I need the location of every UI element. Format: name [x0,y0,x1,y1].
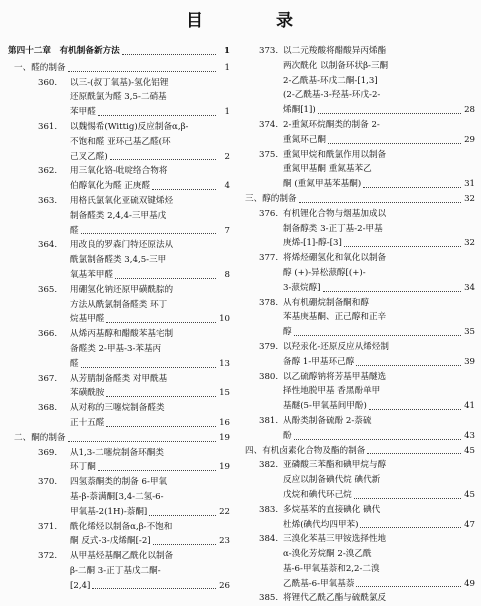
toc-line [8,90,230,105]
toc-page-number: 39 [464,356,475,367]
toc-item-number: 366. [38,329,58,340]
page-title [0,6,481,31]
toc-line-text: 备醛类 2-甲基-3-苯基丙 [70,343,162,354]
toc-line-text: 用格氏氯氧化亚硫双键烯烃 [70,195,174,206]
toc-item [245,414,475,444]
toc-page-number: 49 [464,578,475,589]
toc-item-number: 378. [259,297,279,308]
toc-line [245,74,475,89]
toc-line-text: 方法从酰氯制备醛类 环丁 [70,299,168,310]
leader-dots [344,246,461,247]
toc-item-number: 379. [259,341,279,352]
toc-line-text: 烷基甲醛 [70,314,105,325]
toc-item [245,207,475,251]
leader-dots [323,291,461,292]
toc-item [8,549,230,593]
toc-item [8,401,230,431]
toc-line-text: 从烯丙基醇和醋酸苯基宅制 [70,329,174,340]
toc-line-text: 三、醇的制备 [245,193,297,204]
toc-line [8,224,230,239]
toc-line [8,268,230,283]
leader-dots [356,365,461,366]
toc-line-text: 2-重氮环烷酮类的制备 2- [283,119,380,130]
toc-line [8,549,230,564]
leader-dots [98,470,216,471]
toc-line [8,357,230,372]
toc-line [8,446,230,461]
toc-page-number: 26 [219,580,230,591]
toc-line-text: 备醇 1-甲基环己醇 [283,356,355,367]
leader-dots [360,527,461,528]
toc-page-number: 32 [464,238,475,249]
toc-item [245,503,475,533]
toc-left-column [8,44,230,593]
toc-line-text: 用改良的罗森门特还原法从 [70,240,174,251]
leader-dots [110,159,216,160]
leader-dots [106,322,216,323]
toc-line-text: 以乙硫醇钠将芳基甲基醚选 [283,371,387,382]
toc-page-number: 41 [464,401,475,412]
toc-item-number: 370. [38,477,58,488]
toc-item [245,340,475,370]
toc-line [245,207,475,222]
toc-line-text: 反应以制备碘代烷 碘代新 [283,475,381,486]
toc-line [245,281,475,296]
toc-item [8,446,230,476]
toc-page-number: 1 [224,46,230,56]
toc-item-number: 369. [38,447,58,458]
toc-line-text: 还原酰氯为醛 3,5-二硝基 [70,92,167,103]
toc-line-text: 从甲基烃基酮乙酰化以制备 [70,551,174,562]
toc-line [245,236,475,251]
toc-line-text: 亚磷酸三苯酯和碘甲烷与醇 [283,460,387,471]
toc-line-text: 酚 [283,430,292,441]
toc-line-text: 从酚类制备硫酚 2-萘硫 [283,415,372,426]
toc-section [245,192,475,207]
toc-page-number: 22 [219,506,230,517]
toc-line [245,88,475,103]
leader-dots [152,189,216,190]
toc-line-text: 重氮环己酮 [283,134,326,145]
toc-line-text: 酮 反式-3-戊烯酮[-2] [70,536,151,547]
toc-item-number: 377. [259,253,279,264]
toc-page-number: 2 [224,151,230,162]
leader-dots [369,409,461,410]
leader-dots [294,439,461,440]
toc-item [8,475,230,519]
toc-item-number: 385. [259,593,279,604]
toc-line-text: 烯酮[1]) [283,105,316,116]
toc-line-text: β-二酮 3-正丁基戊二酮- [70,565,161,576]
toc-line [245,562,475,577]
title-char-right: 录 [276,11,293,31]
toc-line-text: 四氢萘酮类的制备 6-甲氧 [70,477,168,488]
toc-line-text: 以三-(叔丁氧基)-氢化铝锂 [70,77,169,88]
toc-item [245,296,475,340]
toc-line-text: 将锂代乙酰乙酯与硫酰氯反 [283,593,387,604]
toc-line-text: 氧基苯甲醛 [70,269,113,280]
toc-line [8,194,230,209]
toc-line [245,44,475,59]
toc-item-number: 372. [38,551,58,562]
leader-dots [106,396,216,397]
toc-page-number: 10 [219,314,230,325]
toc-line [245,266,475,281]
toc-line-text: 从1,3-二噻烷制备环酮类 [70,447,164,458]
toc-line [8,61,230,76]
toc-line [8,298,230,313]
toc-line-text: 重氮甲基酮 重氮基苯乙 [283,164,372,175]
toc-item [8,76,230,120]
toc-line [245,222,475,237]
toc-item-number: 373. [259,46,279,56]
toc-line-text: 用三氧化铬-吡啶络合物将 [70,166,168,177]
leader-dots [115,278,216,279]
toc-item-number: 380. [259,371,279,382]
toc-item [8,372,230,402]
toc-line-text: 2-乙酰基-环戊二酮-[1,3] [283,75,378,86]
toc-line-text: (2-乙酰基-3-羟基-环戊-2- [283,90,381,101]
toc-line-text: 酰化烯烃以制备α,β-不饱和 [70,521,173,532]
toc-page-number: 43 [464,430,475,441]
toc-line [8,179,230,194]
toc-item-number: 376. [259,208,279,219]
toc-section [8,431,230,446]
toc-right-column [245,44,475,606]
toc-page-number: 19 [219,462,230,473]
toc-line [8,372,230,387]
toc-item [8,120,230,164]
toc-line [8,253,230,268]
toc-item [245,118,475,148]
toc-line [245,355,475,370]
leader-dots [106,426,216,427]
toc-line [245,384,475,399]
toc-line [245,473,475,488]
toc-line-text: 基醚(5-甲氧基间甲酚) [283,401,367,412]
toc-line [8,460,230,475]
toc-line-text: 杜烯(碘代均四甲苯) [283,519,359,530]
toc-line-text: 以魏惕希(Wittig)反应制备α,β- [70,121,189,132]
toc-line-text: 重氮甲烷和酰氯作用以制备 [283,149,387,160]
toc-line [8,490,230,505]
toc-page-number: 35 [464,327,475,338]
toc-line [245,488,475,503]
toc-page-number: 28 [464,105,475,116]
toc-line [8,76,230,91]
toc-line-text: 将烯烃硼氢化和氧化以制备 [283,253,387,264]
leader-dots [81,367,216,368]
toc-line [245,370,475,385]
toc-line [245,162,475,177]
toc-line [8,520,230,535]
toc-page-number: 45 [464,445,475,456]
toc-page-number: 1 [224,107,230,118]
toc-line [245,429,475,444]
leader-dots [356,586,461,587]
toc-line-text: 多烷基苯的直接碘化 碘代 [283,504,381,515]
toc-line [8,44,230,59]
toc-line-text: 两次酰化 以制备环状β-三酮 [283,60,389,71]
toc-item-number: 371. [38,521,58,532]
toc-line [8,579,230,594]
leader-dots [294,335,461,336]
toc-line-text: 从对称的三噻烷制备醛类 [70,403,165,414]
toc-line-text: 以羟汞化-还原反应从烯烃制 [283,341,390,352]
toc-item-number: 362. [38,166,58,177]
toc-page-number: 31 [464,179,475,190]
toc-item-number: 367. [38,373,58,384]
toc-line [245,325,475,340]
toc-line [8,164,230,179]
toc-item [245,148,475,192]
toc-item-number: 365. [38,284,58,295]
toc-line [8,416,230,431]
leader-dots [299,202,461,203]
toc-line [245,444,475,459]
toc-line [8,564,230,579]
toc-line [245,414,475,429]
toc-item-number: 363. [38,195,58,206]
toc-line-text: 从有机硼烷制备酮和醇 [283,297,369,308]
toc-line-text: 酰氯制备醛类 3,4,5-三甲 [70,255,167,266]
toc-item-number: 381. [259,415,279,426]
toc-line-text: 伯醇氧化为醛 正庚醛 [70,181,151,192]
toc-page-number: 47 [464,519,475,530]
toc-item [245,532,475,591]
toc-item-number: 364. [38,240,58,251]
toc-item-number: 375. [259,149,279,160]
toc-line [8,312,230,327]
toc-line [245,532,475,547]
toc-line [8,120,230,135]
leader-dots [363,187,461,188]
toc-line [245,118,475,133]
toc-section [245,444,475,459]
toc-line-text: 四、有机卤素化合物及酯的制备 [245,445,366,456]
toc-line [245,591,475,606]
toc-line [245,296,475,311]
toc-line-text: 从芳腈制备醛类 对甲酰基 [70,373,168,384]
toc-line [8,534,230,549]
toc-line-text: 苯磺酰胺 [70,388,105,399]
toc-line-text: α-溴化芳烷酮 2-溴乙酰 [283,549,372,560]
leader-dots [122,54,216,55]
toc-line-text: 正十五醛 [70,417,105,428]
toc-line [245,133,475,148]
toc-line [8,105,230,120]
leader-dots [92,588,216,589]
toc-line-text: 不饱和醛 亚环己基乙醛(环 [70,136,171,147]
toc-item-number: 384. [259,534,279,545]
toc-item-number: 382. [259,460,279,471]
toc-item [8,283,230,327]
leader-dots [81,233,216,234]
toc-line [8,238,230,253]
toc-line [8,209,230,224]
toc-line-text: 基-6-甲氧基萘和2,2-二溴 [283,563,380,574]
toc-line-text: 醛 [70,225,79,236]
toc-line-text: 甲氧基-2(1H)-萘酮] [70,506,148,517]
toc-item [245,591,475,606]
toc-line-text: 乙酰基-6-甲氧基萘 [283,578,355,589]
leader-dots [68,71,216,72]
toc-line [245,177,475,192]
toc-item [8,520,230,550]
leader-dots [328,143,461,144]
toc-line [245,577,475,592]
toc-line-text: 己叉乙醛) [70,151,108,162]
toc-page-number: 4 [224,181,230,192]
toc-line [245,103,475,118]
toc-section [8,61,230,76]
toc-page-number: 34 [464,282,475,293]
toc-chapter [8,44,230,59]
leader-dots [153,544,216,545]
toc-line-text: [2,4] [70,580,91,591]
toc-line-text: 酮 (重氮甲基苯基酮) [283,179,362,190]
toc-line [245,458,475,473]
toc-line-text: 二、酮的制备 [14,432,66,443]
toc-page-number: 8 [224,269,230,280]
toc-line [8,386,230,401]
toc-line [245,399,475,414]
toc-item-number: 374. [259,119,279,130]
toc-line-text: 戊烷和碘代环己烷 [283,489,352,500]
toc-line-text: 以二元羧酸将醋酸异丙烯酯 [283,46,387,56]
toc-line [245,503,475,518]
toc-line [8,401,230,416]
toc-line-text: 苯甲醛 [70,107,96,118]
toc-line [8,342,230,357]
leader-dots [318,113,461,114]
toc-line-text: 醛 [70,358,79,369]
leader-dots [354,498,461,499]
toc-line-text: 一、醛的制备 [14,62,66,73]
toc-line-text: 苯基庚基酮、正己醇和正辛 [283,312,387,323]
toc-item [245,251,475,295]
toc-page-number: 45 [464,489,475,500]
toc-line [8,283,230,298]
toc-page-number: 13 [219,358,230,369]
leader-dots [98,115,216,116]
toc-line [8,431,230,446]
toc-item-number: 360. [38,77,58,88]
toc-line [8,327,230,342]
toc-line-text: 有机锂化合物与烟基加成以 [283,208,387,219]
toc-line-text: 制备醇类 3-正丁基-2-甲基 [283,223,383,234]
toc-page-number: 7 [224,225,230,236]
toc-line-text: 基-β-萘满酮[3,4-二氢-6- [70,491,164,502]
toc-line-text: 醇 (+)-异松蒎醇[(+)- [283,267,366,278]
toc-item [245,44,475,118]
toc-line [245,340,475,355]
toc-item-number: 368. [38,403,58,414]
toc-item [245,370,475,414]
toc-line-text: 环丁酮 [70,462,96,473]
toc-line [245,59,475,74]
leader-dots [149,515,216,516]
toc-line [245,547,475,562]
toc-page-number: 29 [464,134,475,145]
toc-line [245,518,475,533]
toc-line [8,505,230,520]
toc-line [245,192,475,207]
title-char-left: 目 [186,11,203,31]
toc-page-number: 23 [219,536,230,547]
toc-line-text: 3-蒎烷醇] [283,282,321,293]
toc-line-text: 制备醛类 2,4,4-三甲基戊 [70,210,167,221]
toc-page-number: 1 [224,62,230,73]
toc-line-text: 择性地脱甲基 香黑酚单甲 [283,386,381,397]
toc-item [245,458,475,502]
toc-item-number: 383. [259,504,279,515]
toc-page-number: 19 [219,432,230,443]
toc-line [245,310,475,325]
toc-line-text: 三溴化苯基三甲铵选择性地 [283,534,387,545]
leader-dots [367,453,461,454]
toc-line-text: 第四十二章 有机制备新方法 [8,46,120,56]
toc-item [8,238,230,282]
toc-page-number: 16 [219,417,230,428]
toc-line-text: 用硼氢化钠还原甲磺酰腙的 [70,284,174,295]
toc-item-number: 361. [38,121,58,132]
toc-page-number: 32 [464,193,475,204]
toc-item [8,194,230,238]
toc-line [245,148,475,163]
toc-page-number: 15 [219,388,230,399]
toc-item [8,164,230,194]
toc-line-text: 醇 [283,327,292,338]
toc-line-text: 庚烯-[1]-醇-[3] [283,238,342,249]
toc-line [245,251,475,266]
toc-line [8,135,230,150]
toc-line [8,150,230,165]
toc-line [8,475,230,490]
leader-dots [68,441,216,442]
toc-item [8,327,230,371]
